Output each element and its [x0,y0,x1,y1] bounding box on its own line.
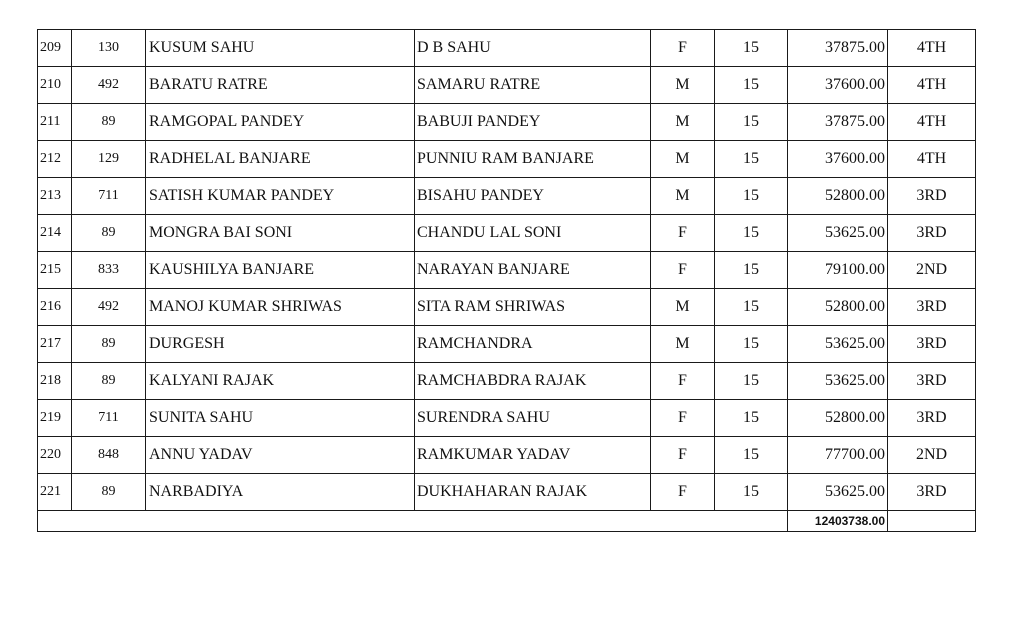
name-cell: ANNU YADAV [146,437,415,474]
total-row [38,511,976,532]
days-cell: 15 [715,30,788,67]
name-cell: KALYANI RAJAK [146,363,415,400]
serial-number-cell: 220 [38,437,72,474]
class-cell: 3RD [888,178,976,215]
code-cell: 492 [72,67,146,104]
days-cell: 15 [715,400,788,437]
name-cell: DURGESH [146,326,415,363]
serial-number-cell: 215 [38,252,72,289]
code-cell: 711 [72,400,146,437]
gender-cell: M [651,178,715,215]
code-cell: 89 [72,104,146,141]
name-cell: SATISH KUMAR PANDEY [146,178,415,215]
days-cell: 15 [715,252,788,289]
class-cell: 3RD [888,326,976,363]
father-name-cell: RAMCHANDRA [415,326,651,363]
total-trailing-cell [888,511,976,532]
amount-cell: 37600.00 [788,67,888,104]
class-cell: 3RD [888,474,976,511]
name-cell: RAMGOPAL PANDEY [146,104,415,141]
code-cell: 89 [72,363,146,400]
days-cell: 15 [715,67,788,104]
name-cell: SUNITA SAHU [146,400,415,437]
father-name-cell: CHANDU LAL SONI [415,215,651,252]
days-cell: 15 [715,104,788,141]
gender-cell: M [651,289,715,326]
code-cell: 89 [72,474,146,511]
days-cell: 15 [715,215,788,252]
records-table [37,29,976,532]
days-cell: 15 [715,289,788,326]
amount-cell: 53625.00 [788,474,888,511]
name-cell: MONGRA BAI SONI [146,215,415,252]
days-cell: 15 [715,326,788,363]
table-row [38,141,976,178]
table-row [38,474,976,511]
code-cell: 492 [72,289,146,326]
table-body [38,30,976,511]
table-row [38,178,976,215]
code-cell: 833 [72,252,146,289]
father-name-cell: SURENDRA SAHU [415,400,651,437]
amount-cell: 53625.00 [788,326,888,363]
table-row [38,30,976,67]
serial-number-cell: 216 [38,289,72,326]
name-cell: NARBADIYA [146,474,415,511]
gender-cell: F [651,215,715,252]
amount-cell: 37875.00 [788,30,888,67]
gender-cell: F [651,474,715,511]
table-row [38,104,976,141]
days-cell: 15 [715,437,788,474]
class-cell: 3RD [888,289,976,326]
days-cell: 15 [715,363,788,400]
days-cell: 15 [715,474,788,511]
gender-cell: M [651,67,715,104]
father-name-cell: SAMARU RATRE [415,67,651,104]
class-cell: 3RD [888,215,976,252]
class-cell: 4TH [888,30,976,67]
class-cell: 2ND [888,252,976,289]
father-name-cell: NARAYAN BANJARE [415,252,651,289]
grand-total: 12403738.00 [788,511,888,532]
table-row [38,215,976,252]
name-cell: MANOJ KUMAR SHRIWAS [146,289,415,326]
father-name-cell: PUNNIU RAM BANJARE [415,141,651,178]
name-cell: BARATU RATRE [146,67,415,104]
name-cell: RADHELAL BANJARE [146,141,415,178]
code-cell: 711 [72,178,146,215]
amount-cell: 52800.00 [788,400,888,437]
table-row [38,437,976,474]
amount-cell: 53625.00 [788,363,888,400]
table-row [38,400,976,437]
table-row [38,326,976,363]
amount-cell: 37600.00 [788,141,888,178]
father-name-cell: RAMKUMAR YADAV [415,437,651,474]
class-cell: 3RD [888,400,976,437]
gender-cell: F [651,437,715,474]
serial-number-cell: 214 [38,215,72,252]
amount-cell: 52800.00 [788,289,888,326]
serial-number-cell: 221 [38,474,72,511]
class-cell: 2ND [888,437,976,474]
code-cell: 89 [72,215,146,252]
father-name-cell: RAMCHABDRA RAJAK [415,363,651,400]
gender-cell: F [651,252,715,289]
code-cell: 129 [72,141,146,178]
name-cell: KAUSHILYA BANJARE [146,252,415,289]
class-cell: 4TH [888,141,976,178]
serial-number-cell: 217 [38,326,72,363]
amount-cell: 37875.00 [788,104,888,141]
class-cell: 4TH [888,67,976,104]
father-name-cell: BISAHU PANDEY [415,178,651,215]
table-row [38,289,976,326]
gender-cell: F [651,363,715,400]
serial-number-cell: 219 [38,400,72,437]
gender-cell: M [651,141,715,178]
amount-cell: 53625.00 [788,215,888,252]
gender-cell: M [651,326,715,363]
father-name-cell: DUKHAHARAN RAJAK [415,474,651,511]
gender-cell: F [651,400,715,437]
name-cell: KUSUM SAHU [146,30,415,67]
class-cell: 3RD [888,363,976,400]
father-name-cell: SITA RAM SHRIWAS [415,289,651,326]
serial-number-cell: 209 [38,30,72,67]
father-name-cell: BABUJI PANDEY [415,104,651,141]
serial-number-cell: 212 [38,141,72,178]
amount-cell: 77700.00 [788,437,888,474]
code-cell: 89 [72,326,146,363]
serial-number-cell: 213 [38,178,72,215]
father-name-cell: D B SAHU [415,30,651,67]
table-row [38,252,976,289]
gender-cell: M [651,104,715,141]
days-cell: 15 [715,178,788,215]
table-row [38,67,976,104]
days-cell: 15 [715,141,788,178]
serial-number-cell: 211 [38,104,72,141]
serial-number-cell: 218 [38,363,72,400]
gender-cell: F [651,30,715,67]
total-blank-cell [38,511,788,532]
code-cell: 130 [72,30,146,67]
code-cell: 848 [72,437,146,474]
class-cell: 4TH [888,104,976,141]
serial-number-cell: 210 [38,67,72,104]
table-row [38,363,976,400]
amount-cell: 52800.00 [788,178,888,215]
amount-cell: 79100.00 [788,252,888,289]
